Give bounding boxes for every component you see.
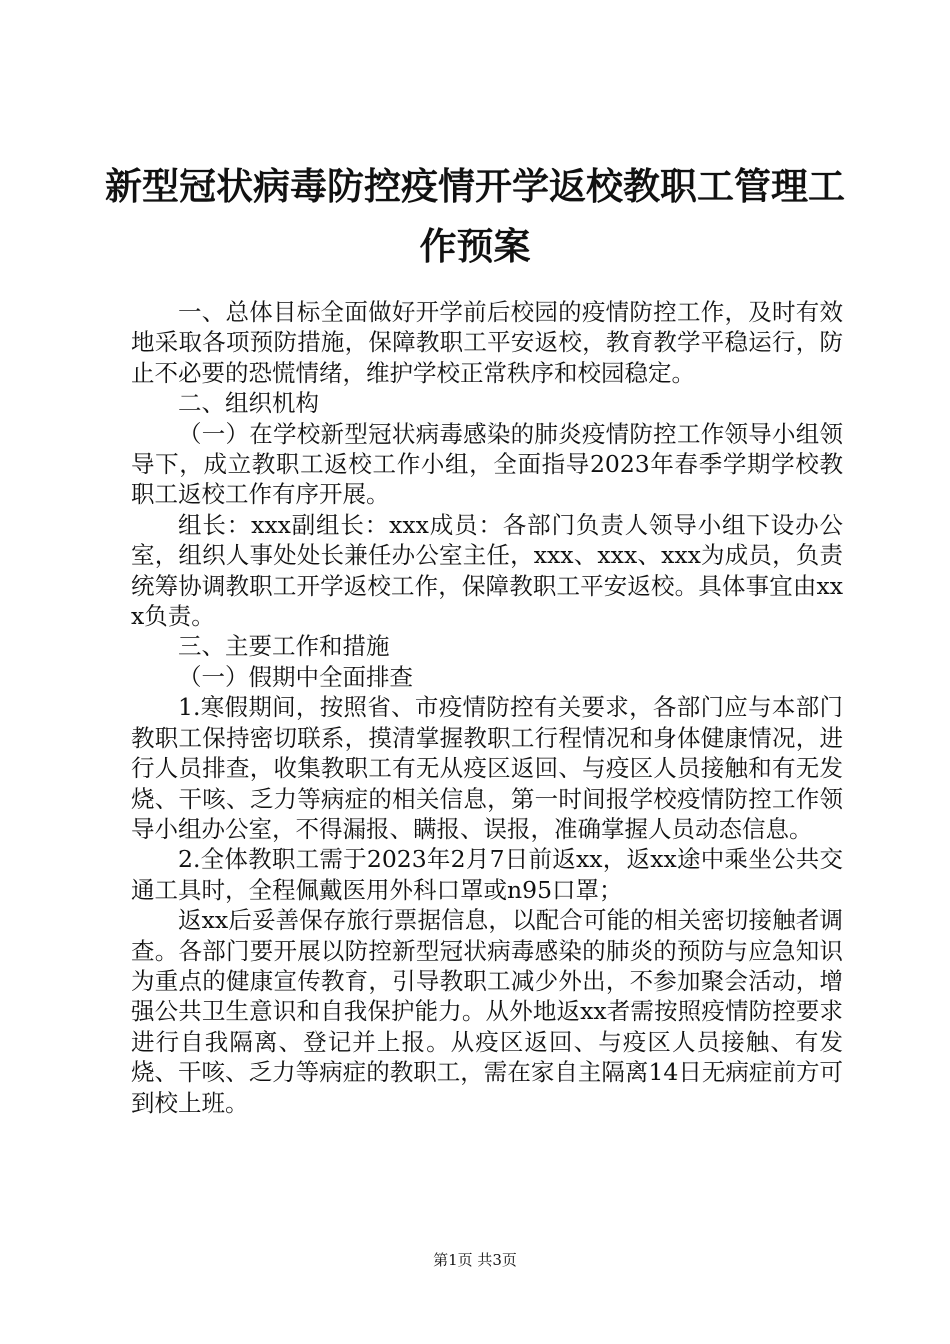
heading-organization: 二、组织机构 <box>178 389 319 418</box>
paragraph-measure-3: 返xx后妥善保存旅行票据信息，以配合可能的相关密切接触者调查。各部门要开展以防控新型冠状病毒感染的肺炎的预防与应急知识为重点的健康宣传教育，引导教职工减少外出，不参加聚会活动，增强公共卫生意识和自我保护能力。从外地返xx者需按照疫情防控要求进行自我隔离、登记并上报。从疫区返回、与疫区人员接触、有发烧、干咳、乏力等病症的教职工，需在家自主隔离14日无病症前方可到校上班。 <box>131 906 843 1117</box>
paragraph-team-members: 组长：xxx副组长：xxx成员：各部门负责人领导小组下设办公室，组织人事处处长兼任办公室主任，xxx、xxx、xxx为成员，负责统筹协调教职工开学返校工作，保障教职工平安返校。具体事宜由xxx负责。 <box>131 510 843 631</box>
page-footer: 第1页 共3页 <box>433 1251 517 1269</box>
paragraph-measure-1: 1.寒假期间，按照省、市疫情防控有关要求，各部门应与本部门教职工保持密切联系，摸清掌握教职工行程情况和身体健康情况，进行人员排查，收集教职工有无从疫区返回、与疫区人员接触和有无发烧、干咳、乏力等病症的相关信息，第一时间报学校疫情防控工作领导小组办公室，不得漏报、瞒报、误报，准确掌握人员动态信息。 <box>131 693 843 843</box>
document-body <box>131 297 843 1118</box>
paragraph-goal: 一、总体目标全面做好开学前后校园的疫情防控工作，及时有效地采取各项预防措施，保障教职工平安返校，教育教学平稳运行，防止不必要的恐慌情绪，维护学校正常秩序和校园稳定。 <box>131 298 843 387</box>
paragraph-organization-1: （一）在学校新型冠状病毒感染的肺炎疫情防控工作领导小组领导下，成立教职工返校工作小组，全面指导2023年春季学期学校教职工返校工作有序开展。 <box>131 419 843 509</box>
subheading-holiday-check: （一）假期中全面排查 <box>178 662 413 691</box>
heading-measures: 三、主要工作和措施 <box>178 632 390 661</box>
document-title: 新型冠状病毒防控疫情开学返校教职工管理工作预案 <box>105 164 845 268</box>
paragraph-measure-2: 2.全体教职工需于2023年2月7日前返xx，返xx途中乘坐公共交通工具时，全程佩戴医用外科口罩或n95口罩； <box>131 845 843 904</box>
